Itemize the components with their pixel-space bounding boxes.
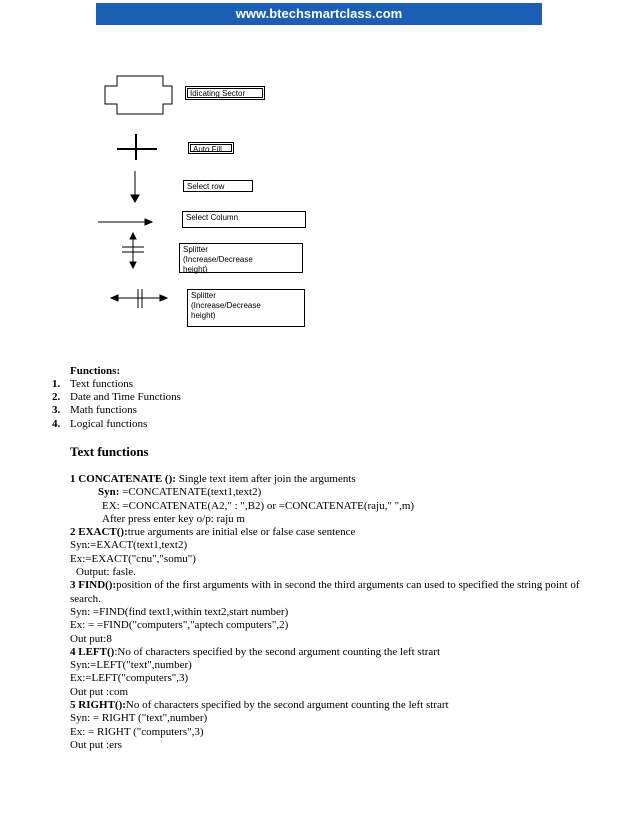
list-text: Logical functions <box>70 417 148 430</box>
splitter-label-text: Splitter (Increase/Decrease height) <box>183 245 253 274</box>
right-desc: No of characters specified by the second argument counting the left strart <box>125 699 449 712</box>
auto-fill-cross-icon <box>117 134 157 160</box>
syn-text: =CONCATENATE(text1,text2) <box>119 486 262 499</box>
pointer-label-indicating-sector: Idicating Sector <box>185 86 265 100</box>
left-example: Ex:=LEFT("computers",3) <box>70 672 189 685</box>
right-line <box>70 699 610 712</box>
left-desc: :No of characters specified by the second argument counting the left strart <box>114 645 441 658</box>
site-banner: www.btechsmartclass.com <box>96 3 542 25</box>
exact-example: Ex:=EXACT("cnu","somu") <box>70 552 196 565</box>
concatenate-example: EX: =CONCATENATE(A2," : ",B2) or =CONCATENATE(raju," ",m) <box>102 499 415 512</box>
exact-syntax: Syn:=EXACT(text1,text2) <box>70 539 188 552</box>
list-number: 4. <box>52 417 61 430</box>
list-item <box>52 404 181 417</box>
right-output: Out put :ers <box>70 738 122 751</box>
list-text: Math functions <box>70 404 137 417</box>
exact-line <box>70 526 610 539</box>
list-item <box>52 391 181 404</box>
list-number: 3. <box>52 404 61 417</box>
find-desc: position of the first arguments with in second the third arguments can used to specified the string point of search. <box>70 579 580 605</box>
functions-list <box>52 378 181 431</box>
down-arrow-icon <box>131 171 139 202</box>
list-item <box>52 378 181 391</box>
list-text: Date and Time Functions <box>70 391 181 404</box>
right-example: Ex: = RIGHT ("computers",3) <box>70 725 204 738</box>
concatenate-output: After press enter key o/p: raju m <box>102 512 245 525</box>
syn-label: Syn: <box>98 486 120 499</box>
left-output: Out put :com <box>70 685 129 698</box>
right-syntax: Syn: = RIGHT ("text",number) <box>70 712 208 725</box>
exact-desc: true arguments are initial else or false case sentence <box>127 526 356 539</box>
find-syntax: Syn: =FIND(find text1,within text2,start number) <box>70 605 289 618</box>
exact-title: 2 EXACT(): <box>70 526 128 539</box>
pointer-label-select-row: Select row <box>183 180 253 192</box>
concatenate-line <box>70 473 610 486</box>
list-number: 1. <box>52 378 61 390</box>
pointer-label-splitter-vertical <box>179 243 303 273</box>
pointer-label-auto-fill: Auto Fill <box>188 142 234 154</box>
left-line <box>70 646 610 659</box>
pointer-figure <box>0 0 638 360</box>
sector-cursor-icon <box>105 76 172 114</box>
find-title: 3 FIND(): <box>70 579 117 592</box>
exact-output: Output: fasle. <box>76 566 136 579</box>
concatenate-title: 1 CONCATENATE (): <box>70 473 176 485</box>
right-title: 5 RIGHT(): <box>70 699 126 712</box>
text-functions-body <box>70 473 610 752</box>
find-output: Out put:8 <box>70 632 112 645</box>
pointer-label-select-column: Select Column <box>182 211 306 228</box>
concatenate-desc: Single text item after join the arguments <box>175 473 356 485</box>
left-title: 4 LEFT() <box>70 645 115 658</box>
find-line <box>70 579 610 606</box>
list-text: Text functions <box>70 378 134 390</box>
concatenate-syntax <box>70 486 610 499</box>
list-number: 2. <box>52 391 61 404</box>
find-example: Ex: = =FIND("computers","aptech computers",2) <box>70 619 289 632</box>
vertical-splitter-icon <box>122 233 144 268</box>
horizontal-splitter-icon <box>111 289 167 308</box>
left-syntax: Syn:=LEFT("text",number) <box>70 659 192 672</box>
right-arrow-icon <box>98 219 152 225</box>
list-item <box>52 418 181 431</box>
splitter-label-text: Splitter (Increase/Decrease height) <box>191 291 261 320</box>
pointer-label-splitter-horizontal <box>187 289 305 327</box>
text-functions-heading: Text functions <box>70 444 149 459</box>
functions-heading: Functions: <box>70 365 121 377</box>
